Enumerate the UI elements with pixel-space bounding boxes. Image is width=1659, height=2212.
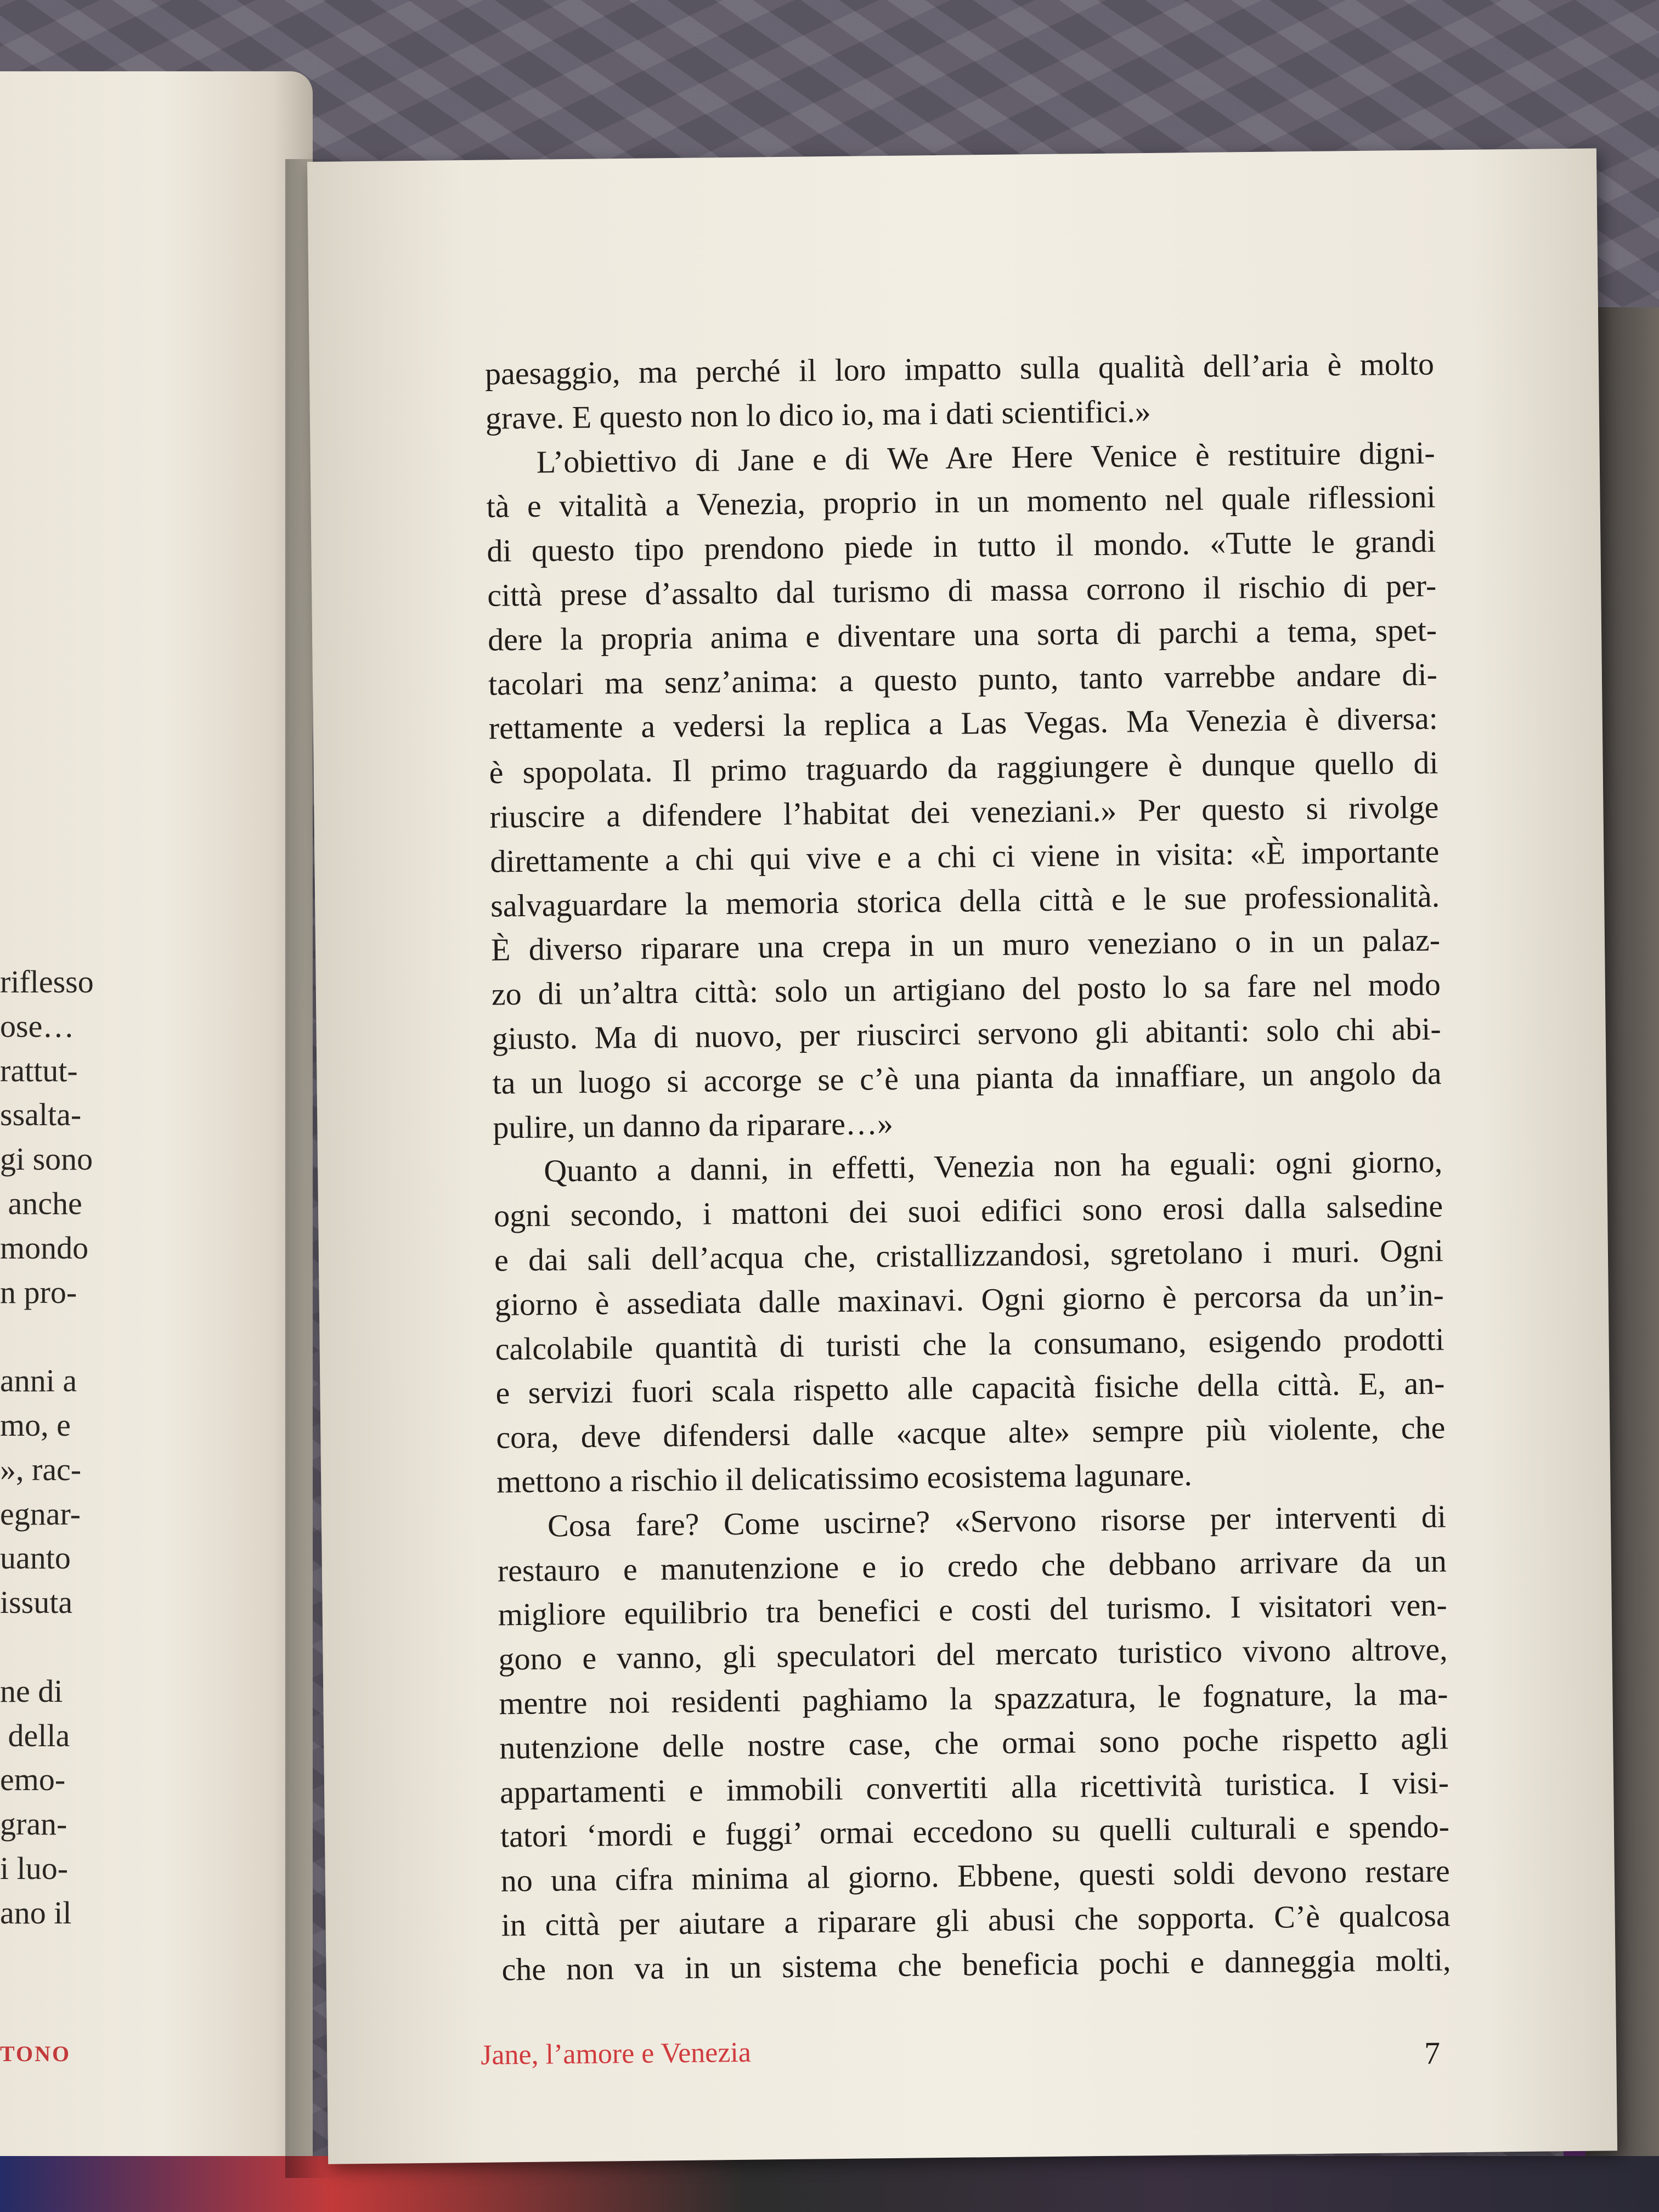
left-page-line: rattut- xyxy=(0,1052,78,1088)
left-page-line: mondo xyxy=(0,1229,89,1266)
text-line: salvaguardare la memoria storica della città e le sue professionalità. xyxy=(490,878,1440,924)
text-line: gono e vanno, gli speculatori del mercato turistico vivono altrove, xyxy=(498,1631,1448,1677)
left-page-line: gran- xyxy=(0,1806,67,1842)
left-page-line xyxy=(0,1625,307,1669)
book-bottom-edge xyxy=(0,2156,1659,2212)
left-page-line: uanto xyxy=(0,1540,71,1576)
left-page-text xyxy=(0,960,307,1936)
text-line: no una cifra minima al giorno. Ebbene, questi soldi devono restare xyxy=(500,1853,1451,1899)
text-line: nutenzione delle nostre case, che ormai sono poche rispetto agli xyxy=(499,1720,1449,1766)
text-line: L’obiettivo di Jane e di We Are Here Venice è restituire digni- xyxy=(536,435,1435,480)
left-page-line: gi sono xyxy=(0,1141,93,1177)
text-line: in città per aiutare a riparare gli abusi che sopporta. C’è qualcosa xyxy=(501,1897,1451,1943)
text-line: di questo tipo prendono piede in tutto il mondo. «Tutte le grandi xyxy=(487,523,1436,569)
text-line: pulire, un danno da riparare…» xyxy=(493,1105,894,1146)
text-line: È diverso riparare una crepa in un muro veneziano o in un palaz- xyxy=(490,922,1441,968)
left-page-line: », rac- xyxy=(0,1451,82,1487)
text-line: restauro e manutenzione e io credo che debbano arrivare da un xyxy=(497,1542,1447,1589)
text-line: ta un luogo si accorge se c’è una pianta da innaffiare, un angolo da xyxy=(492,1055,1442,1101)
text-line: tacolari ma senz’anima: a questo punto, tanto varrebbe andare di- xyxy=(488,656,1438,702)
text-line: grave. E questo non lo dico io, ma i dati scientifici.» xyxy=(485,393,1152,436)
text-line: e dai sali dell’acqua che, cristallizzandosi, sgretolano i muri. Ogni xyxy=(494,1232,1444,1278)
body-text xyxy=(485,342,1451,1992)
left-page-footer: TONO xyxy=(0,2041,71,2066)
text-line: cora, deve difendersi dalle «acque alte» sempre più violente, che xyxy=(496,1409,1446,1455)
text-line: tatori ‘mordi e fuggi’ ormai eccedono su quelli culturali e spendo- xyxy=(500,1808,1450,1854)
text-line: ogni secondo, i mattoni dei suoi edifici sono erosi dalla salsedine xyxy=(493,1188,1443,1234)
right-page xyxy=(307,148,1617,2164)
left-page-line: mo, e xyxy=(0,1407,71,1443)
text-line: e servizi fuori scala rispetto alle capacità fisiche della città. E, an- xyxy=(495,1365,1445,1411)
left-page-line: riflesso xyxy=(0,964,94,1000)
text-line: mettono a rischio il delicatissimo ecosistema lagunare. xyxy=(496,1457,1193,1500)
page-number: 7 xyxy=(1424,2035,1441,2071)
left-page-line xyxy=(0,1314,307,1359)
left-page xyxy=(0,71,313,2156)
left-page-line: ssalta- xyxy=(0,1097,82,1133)
text-line: paesaggio, ma perché il loro impatto sulla qualità dell’aria è molto xyxy=(484,346,1435,392)
text-line: giorno è assediata dalle maxinavi. Ogni giorno è percorsa da un’in- xyxy=(494,1277,1444,1323)
left-page-line: emo- xyxy=(0,1762,66,1798)
text-line: Quanto a danni, in effetti, Venezia non ha eguali: ogni giorno, xyxy=(543,1143,1443,1189)
left-page-line: anche xyxy=(0,1185,82,1221)
text-line: città prese d’assalto dal turismo di massa corrono il rischio di per- xyxy=(487,567,1437,613)
text-line: dere la propria anima e diventare una sorta di parchi a tema, spet- xyxy=(487,612,1437,658)
text-line: migliore equilibrio tra benefici e costi del turismo. I visitatori ven- xyxy=(498,1587,1447,1633)
text-line: rettamente a vedersi la replica a Las Vegas. Ma Venezia è diversa: xyxy=(488,700,1438,746)
text-line: riuscire a difendere l’habitat dei veneziani.» Per questo si rivolge xyxy=(489,789,1439,835)
left-page-line: egnar- xyxy=(0,1496,81,1532)
text-line: zo di un’altra città: solo un artigiano del posto lo sa fare nel modo xyxy=(491,966,1441,1012)
left-page-line: ne di xyxy=(0,1673,63,1709)
text-line: che non va in un sistema che beneficia pochi e danneggia molti, xyxy=(501,1942,1451,1988)
text-line: Cosa fare? Come uscirne? «Servono risorse per interventi di xyxy=(547,1498,1447,1544)
text-line: direttamente a chi qui vive e a chi ci viene in visita: «È importante xyxy=(490,833,1440,879)
left-page-line: i luo- xyxy=(0,1850,69,1886)
text-line: mentre noi residenti paghiamo la spazzatura, le fognature, la ma- xyxy=(499,1675,1448,1722)
text-line: è spopolata. Il primo traguardo da raggiungere è dunque quello di xyxy=(489,744,1438,791)
text-line: giusto. Ma di nuovo, per riuscirci servono gli abitanti: solo chi abi- xyxy=(492,1011,1441,1057)
left-page-line: anni a xyxy=(0,1363,77,1399)
text-line: appartamenti e immobili convertiti alla ricettività turistica. I visi- xyxy=(499,1764,1449,1810)
left-page-line: ano il xyxy=(0,1894,72,1931)
left-page-line: della xyxy=(0,1717,70,1753)
text-line: tà e vitalità a Venezia, proprio in un momento nel quale riflessioni xyxy=(486,478,1436,525)
left-page-line: issuta xyxy=(0,1584,73,1621)
left-page-line: ose… xyxy=(0,1008,75,1044)
left-page-line: n pro- xyxy=(0,1274,77,1310)
running-footer-title: Jane, l’amore e Venezia xyxy=(480,2036,752,2071)
text-line: calcolabile quantità di turisti che la consumano, esigendo prodotti xyxy=(495,1321,1444,1367)
